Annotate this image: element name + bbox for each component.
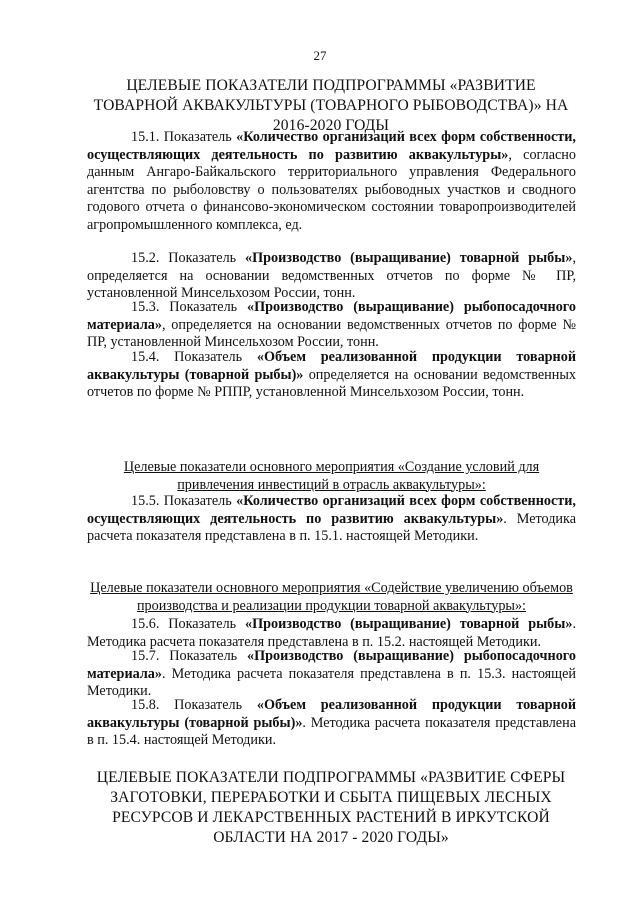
paragraph-prefix: 15.8. Показатель [131, 697, 257, 713]
paragraph-text: , определяется на основании ведомственных отчетов по форме № ПР, установленной Минсельхозом России, тонн. [87, 316, 576, 351]
paragraph-prefix: 15.5. Показатель [131, 493, 237, 509]
paragraph-prefix: 15.2. Показатель [131, 250, 245, 266]
paragraph-text: , определяется на основании ведомственных отчетов по форме № ПР, установленной Минсельхозом России, тонн. [87, 250, 576, 302]
paragraph-15-8 [87, 697, 576, 750]
paragraph-prefix: 15.4. Показатель [131, 349, 257, 365]
indicator-name: «Объем реализованной продукции товарной аквакультуры (товарной рыбы)» [87, 349, 577, 383]
indicator-name: «Производство (выращивание) рыбопосадочного материала» [87, 299, 576, 333]
indicator-name: «Производство (выращивание) товарной рыбы» [244, 250, 573, 266]
page-number: 27 [313, 48, 327, 63]
indicator-name: «Количество организаций всех форм собственности, осуществляющих деятельность по развитию аквакультуры» [87, 129, 576, 163]
indicator-name: «Объем реализованной продукции товарной аквакультуры (товарной рыбы)» [87, 697, 577, 731]
section-heading-investment: Целевые показатели основного мероприятия «Создание условий для привлечения инвестиций в отрасль аквакультуры»: [123, 459, 540, 493]
subprogram-heading-forest-resources: ЦЕЛЕВЫЕ ПОКАЗАТЕЛИ ПОДПРОГРАММЫ «РАЗВИТИЕ СФЕРЫ ЗАГОТОВКИ, ПЕРЕРАБОТКИ И СБЫТА ПИЩЕВЫХ ЛЕСНЫХ РЕСУРСОВ И ЛЕКАРСТВЕННЫХ РАСТЕНИЙ В ИРКУТСКОЙ ОБЛАСТИ НА 2017 - 2020 ГОДЫ» [96, 769, 566, 846]
paragraph-text: . Методика расчета показателя представлена в п. 15.1. настоящей Методики. [87, 510, 576, 545]
paragraph-15-7 [87, 648, 576, 701]
paragraph-prefix: 15.1. Показатель [131, 129, 237, 145]
paragraph-prefix: 15.7. Показатель [131, 648, 248, 664]
paragraph-text: . Методика расчета показателя представлена в п. 15.3. настоящей Методики. [87, 665, 576, 700]
paragraph-15-3 [87, 299, 576, 352]
paragraph-text: определяется на основании ведомственных отчетов по форме № РППР, установленной Минсельхозом России, тонн. [87, 366, 576, 401]
paragraph-15-4 [87, 349, 576, 402]
indicator-name: «Производство (выращивание) товарной рыбы» [244, 616, 573, 632]
indicator-name: «Количество организаций всех форм собственности, осуществляющих деятельность по развитию аквакультуры» [87, 493, 576, 527]
paragraph-text: . Методика расчета показателя представлена в п. 15.4. настоящей Методики. [87, 714, 576, 749]
paragraph-prefix: 15.6. Показатель [131, 616, 245, 632]
paragraph-text: , согласно данным Ангаро-Байкальского территориального управления Федерального агентства по рыболовству о пользователях рыбоводных участков и сводного годового отчета о финансово-экономическом состоянии товаропроизводителей агропромышленного комплекса, ед. [87, 146, 576, 233]
paragraph-15-1 [87, 129, 576, 235]
section-heading-production: Целевые показатели основного мероприятия «Содействие увеличению объемов производства и реализации продукции товарной аквакультуры»: [90, 580, 573, 614]
paragraph-text: . Методика расчета показателя представлена в п. 15.2. настоящей Методики. [87, 616, 576, 650]
subprogram-heading-aquaculture: ЦЕЛЕВЫЕ ПОКАЗАТЕЛИ ПОДПРОГРАММЫ «РАЗВИТИЕ ТОВАРНОЙ АКВАКУЛЬТУРЫ (ТОВАРНОГО РЫБОВОДСТВА)» НА 2016-2020 ГОДЫ [93, 77, 569, 134]
paragraph-15-5 [87, 493, 576, 546]
paragraph-prefix: 15.3. Показатель [131, 299, 248, 315]
paragraph-15-2 [87, 250, 576, 303]
indicator-name: «Производство (выращивание) рыбопосадочного материала» [87, 648, 576, 682]
paragraph-15-6 [87, 616, 576, 651]
